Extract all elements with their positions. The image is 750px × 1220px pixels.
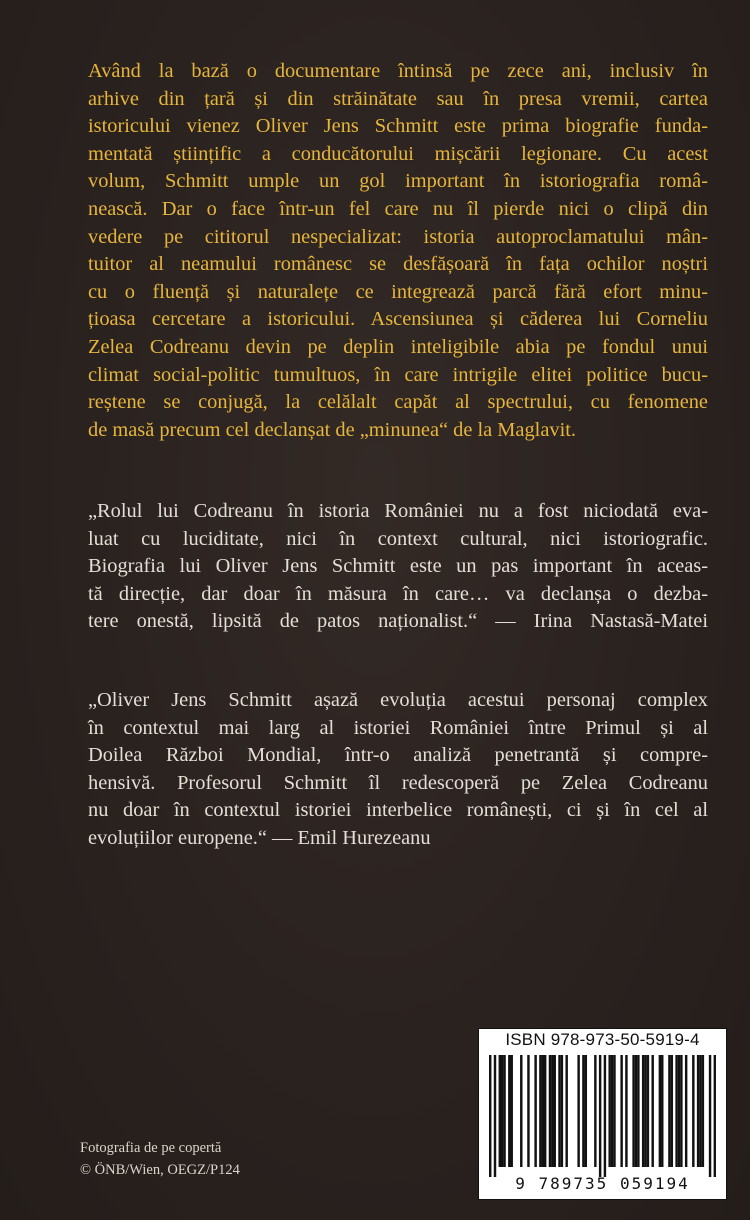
barcode-bar	[611, 1055, 613, 1167]
text-line: nească. Dar o face într-un fel care nu îl pierde nici o clipă din	[88, 197, 708, 220]
barcode-bar	[685, 1055, 687, 1167]
text-line: Zelea Codreanu devin pe deplin inteligibile abia pe fondul unui	[88, 335, 708, 358]
barcode-bar	[675, 1055, 677, 1167]
text-line: volum, Schmitt umple un gol important în istoriografia româ-	[88, 170, 708, 193]
barcode-bar	[651, 1055, 653, 1167]
barcode-bar	[620, 1055, 622, 1167]
barcode-bar	[613, 1055, 615, 1167]
barcode-bar	[644, 1055, 646, 1167]
text-line: tuitor al neamului românesc se desfășoară în fața ochilor noștri	[88, 253, 708, 276]
text-line: vedere pe cititorul nespecializat: istoria autoproclamatului mân-	[88, 225, 708, 248]
barcode-bar	[549, 1055, 551, 1167]
barcode-bar	[508, 1055, 510, 1167]
text-line: reștene se conjugă, la celălalt capăt al spectrului, cu fenomene	[88, 391, 708, 414]
text-line: cu o fluență și naturalețe ce integrează parcă fără efort minu-	[88, 280, 708, 303]
isbn-number: ISBN 978-973-50-5919-4	[505, 1030, 700, 1049]
barcode-bar	[499, 1055, 501, 1167]
barcode-bar	[668, 1055, 670, 1167]
barcode-bar	[501, 1055, 503, 1167]
barcode-bar	[659, 1055, 661, 1167]
barcode-bar	[551, 1055, 553, 1167]
barcode-bar	[661, 1055, 663, 1167]
barcode-bar	[625, 1055, 627, 1167]
photo-credit-source: © ÖNB/Wien, OEGZ/P124	[80, 1162, 240, 1178]
isbn-barcode-label	[478, 1028, 727, 1200]
photo-credit	[80, 1137, 240, 1181]
barcode-bar	[511, 1055, 513, 1167]
barcode-digits: 9 789735 059194	[515, 1174, 690, 1193]
text-line: Având la bază o documentare întinsă pe zece ani, inclusiv în	[88, 60, 708, 82]
quote-last-line: tere onestă, lipsită de patos naționalist.“	[88, 610, 478, 633]
text-line: istoricului vienez Oliver Jens Schmitt este prima biografie funda-	[88, 115, 708, 138]
barcode-bar	[697, 1055, 699, 1167]
barcode-bar	[594, 1055, 596, 1167]
barcode-bar	[520, 1055, 522, 1167]
quote-emil-hurezeanu	[88, 687, 708, 853]
barcode-bar	[527, 1055, 529, 1167]
barcode-bar	[671, 1055, 673, 1167]
text-line: „Rolul lui Codreanu în istoria României nu a fost niciodată eva-	[88, 500, 708, 522]
barcode-bar	[632, 1055, 634, 1167]
barcode-bar	[565, 1055, 567, 1167]
barcode-bar	[642, 1055, 644, 1167]
barcode-bar	[544, 1055, 546, 1167]
barcode-bar	[635, 1055, 637, 1167]
text-line: mentată științific a conducătorului mișcării legionare. Cu acest	[88, 142, 708, 165]
quote-attribution: — Irina Nastasă-Matei	[495, 610, 708, 633]
text-line: arhive din țară și din străinătate sau în presa vremii, cartea	[88, 87, 708, 110]
text-line: tă direcție, dar doar în măsura în care… va declanșa o dezba-	[88, 582, 708, 605]
text-line: în contextul mai larg al istoriei României între Primul și al	[88, 716, 708, 739]
barcode-bar	[542, 1055, 544, 1167]
barcode-bar	[503, 1055, 505, 1167]
text-line	[88, 608, 708, 636]
barcode-bar	[582, 1055, 584, 1167]
barcode-bar	[604, 1055, 606, 1177]
barcode-bar	[709, 1055, 711, 1177]
barcode-bar	[534, 1055, 536, 1167]
barcode-bar	[554, 1055, 556, 1167]
cover-blurb	[88, 58, 708, 444]
quote-last-line: evoluțiilor europene.“	[88, 826, 267, 849]
barcode-bar	[608, 1055, 610, 1167]
text-line: hensivă. Profesorul Schmitt îl redescoperă pe Zelea Codreanu	[88, 771, 708, 794]
barcode-bar	[680, 1055, 682, 1167]
text-line: de masă precum cel declanșat de „minunea“ de la Maglavit.	[88, 418, 577, 441]
barcode-bar	[561, 1055, 563, 1167]
barcode-bar	[678, 1055, 680, 1167]
barcode-bar	[558, 1055, 560, 1167]
quote-irina-nastasa-matei	[88, 498, 708, 636]
text-line: Doilea Război Mondial, într-o analiză penetrantă și compre-	[88, 744, 708, 767]
barcode-bar	[699, 1055, 701, 1167]
text-line: țioasa cercetare a istoricului. Ascensiunea și căderea lui Corneliu	[88, 308, 708, 331]
quote-attribution: — Emil Hurezeanu	[272, 826, 431, 849]
text-line: nu doar în contextul istoriei interbelice românești, ci și în cel al	[88, 799, 708, 822]
barcode-bar	[702, 1055, 704, 1167]
barcode-bar	[494, 1055, 496, 1177]
barcode-bar	[637, 1055, 639, 1167]
barcode-bar	[692, 1055, 694, 1167]
text-line: luat cu luciditate, nici în context cultural, nici istoriografic.	[88, 527, 708, 550]
barcode-bar	[489, 1055, 491, 1177]
barcode-icon	[489, 1055, 716, 1177]
text-line: climat social-politic tumultuos, în care intrigile elitei politice bucu-	[88, 363, 708, 386]
barcode-bar	[577, 1055, 579, 1167]
text-line: „Oliver Jens Schmitt așază evoluția acestui personaj complex	[88, 689, 708, 711]
barcode-bar	[585, 1055, 587, 1167]
barcode-bar	[539, 1055, 541, 1167]
text-line: Biografia lui Oliver Jens Schmitt este un pas important în aceas-	[88, 555, 708, 578]
photo-credit-caption: Fotografia de pe copertă	[80, 1140, 222, 1156]
barcode-bar	[599, 1055, 601, 1177]
barcode-bar	[714, 1055, 716, 1177]
barcode-bar	[647, 1055, 649, 1167]
text-line	[88, 825, 708, 853]
